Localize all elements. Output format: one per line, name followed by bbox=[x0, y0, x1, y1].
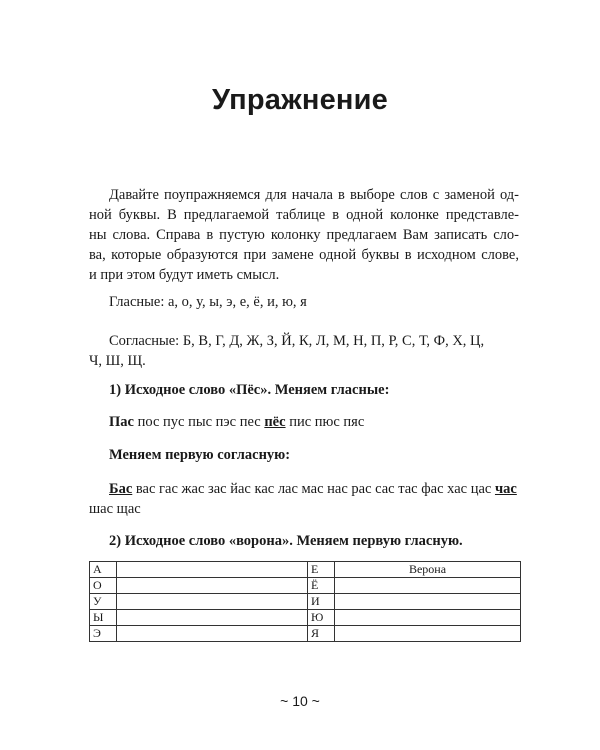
vowel-cell-right: И bbox=[308, 594, 335, 610]
vowel-cell-left: У bbox=[90, 594, 117, 610]
answer-cell[interactable] bbox=[117, 562, 308, 578]
consonant-variants bbox=[89, 479, 519, 519]
exercise1-subheading: Меняем первую согласную: bbox=[109, 447, 291, 463]
table-row bbox=[90, 610, 521, 626]
page-title: Упражнение bbox=[212, 84, 388, 116]
table-row bbox=[90, 626, 521, 642]
pas-word: Пас bbox=[109, 414, 134, 430]
bas-middle: вас гас жас зас йас кас лас мас нас рас сас тас фас хас цас bbox=[132, 481, 495, 497]
intro-line: ва, которые образуются при замене одной буквы в исходном слове, bbox=[89, 247, 519, 263]
intro-paragraph bbox=[89, 185, 519, 285]
pas-middle: пос пус пыс пэс пес bbox=[133, 414, 265, 430]
pes-word: пёс bbox=[264, 414, 286, 430]
intro-line: ной буквы. В предлагаемой таблице в одной колонке представле- bbox=[89, 207, 519, 223]
vowel-cell-left: А bbox=[90, 562, 117, 578]
vowel-cell-left: О bbox=[90, 578, 117, 594]
vowel-cell-right: Ю bbox=[308, 610, 335, 626]
table-row bbox=[90, 594, 521, 610]
consonants-line: Ч, Ш, Щ. bbox=[89, 353, 146, 369]
vowels-line: Гласные: а, о, у, ы, э, е, ё, и, ю, я bbox=[109, 294, 307, 310]
bas-word: Бас bbox=[109, 481, 133, 497]
consonants-paragraph bbox=[89, 331, 519, 371]
vowel-table bbox=[89, 561, 521, 642]
consonants-line: Согласные: Б, В, Г, Д, Ж, З, Й, К, Л, М, Н, П, Р, С, Т, Ф, Х, Ц, bbox=[109, 333, 485, 349]
answer-cell[interactable] bbox=[117, 578, 308, 594]
vowel-cell-left: Э bbox=[90, 626, 117, 642]
vowel-cell-right: Ё bbox=[308, 578, 335, 594]
vowel-cell-left: Ы bbox=[90, 610, 117, 626]
chas-word: час bbox=[494, 481, 517, 497]
vowel-variants-line bbox=[89, 412, 539, 432]
vowel-cell-right: Е bbox=[308, 562, 335, 578]
table-row bbox=[90, 578, 521, 594]
consonant-variants-line bbox=[89, 479, 519, 499]
intro-line: и при этом будут иметь смысл. bbox=[89, 267, 280, 283]
exercise2-heading: 2) Исходное слово «ворона». Меняем первую гласную. bbox=[109, 533, 463, 549]
consonant-variants-line: шас щас bbox=[89, 501, 141, 517]
answer-cell[interactable] bbox=[335, 594, 521, 610]
page-number: ~ 10 ~ bbox=[280, 693, 320, 709]
answer-cell[interactable] bbox=[117, 594, 308, 610]
intro-line: ны слова. Справа в пустую колонку предлагаем Вам записать сло- bbox=[89, 227, 519, 243]
table-row bbox=[90, 562, 521, 578]
vowel-cell-right: Я bbox=[308, 626, 335, 642]
exercise1-heading: 1) Исходное слово «Пёс». Меняем гласные: bbox=[109, 382, 390, 398]
answer-cell[interactable] bbox=[335, 578, 521, 594]
answer-cell[interactable] bbox=[117, 626, 308, 642]
answer-cell[interactable] bbox=[117, 610, 308, 626]
word-cell: Верона bbox=[335, 562, 521, 578]
intro-line: Давайте поупражняемся для начала в выборе слов с заменой од- bbox=[109, 187, 519, 203]
pas-end: пис пюс пяс bbox=[285, 414, 365, 430]
answer-cell[interactable] bbox=[335, 626, 521, 642]
answer-cell[interactable] bbox=[335, 610, 521, 626]
